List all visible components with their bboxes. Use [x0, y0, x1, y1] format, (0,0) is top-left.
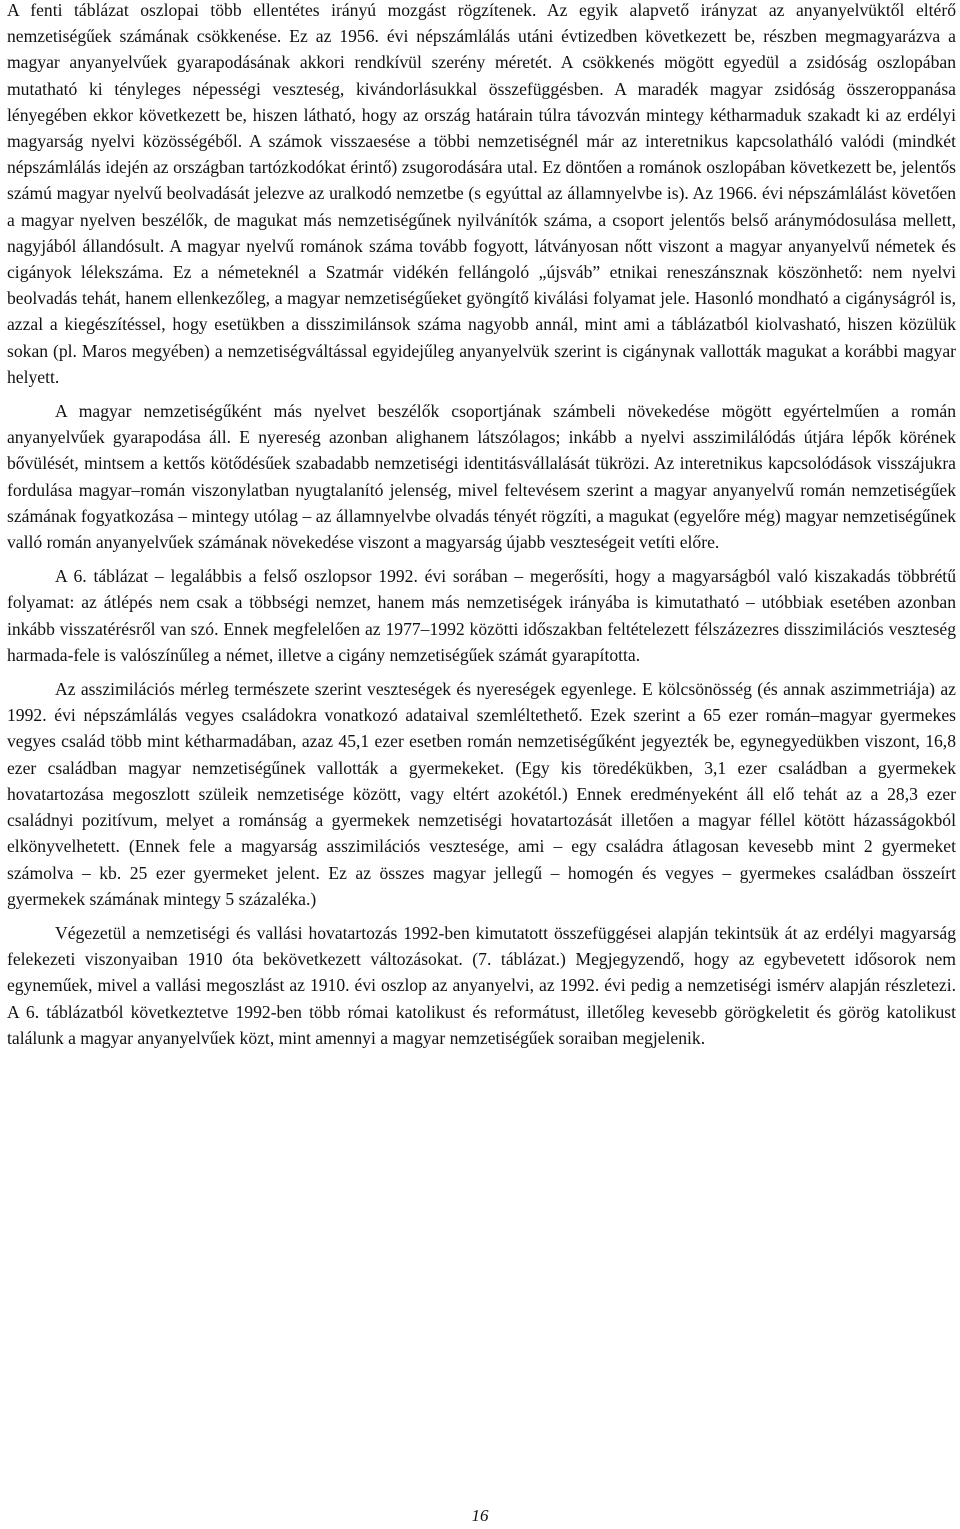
paragraph-2: A magyar nemzetiségűként más nyelvet beszélők csoportjának számbeli növekedése mögött egyértelműen a román anyanyelvűek gyarapodása áll. E nyereség azonban alighanem látszólagos; inkább a nyelvi asszimilálódás útjára lépők körének bővülését, mintsem a kettős kötődésűek szabadabb nemzetiségi identitásvállalását tükrözi. Az interetnikus kapcsolódások visszájukra fordulása magyar–román viszonylatban nyugtalanító jelenség, mivel feltevésem szerint a magyar anyanyelvű román nemzetiségűek számának fogyatkozása – mintegy utólag – az államnyelvbe olvadás tényét rögzíti, a magukat (egyelőre még) magyar nemzetiségűnek valló román anyanyelvűek számának növekedése viszont a magyarság újabb veszteségeit vetíti előre. — [7, 401, 956, 553]
page-number: 16 — [471, 1506, 489, 1525]
paragraph-4: Az asszimilációs mérleg természete szerint veszteségek és nyereségek egyenlege. E kölcsönösség (és annak aszimmetriája) az 1992. évi népszámlálás vegyes családokra vonatkozó adataival szemléltethető. Ezek szerint a 65 ezer román–magyar gyermekes vegyes család több mint kétharmadában, azaz 45,1 ezer esetben román nemzetiségűként jegyezték be, egynegyedükben viszont, 16,8 ezer családban magyar nemzetiségűnek vallották a gyermekeket. (Egy kis töredékükben, 3,1 ezer családban a gyermekek hovatartozása megoszlott szüleik nemzetisége között, vagy eltért azokétól.) Ennek eredményeként áll elő tehát az a 28,3 ezer családnyi pozitívum, melyet a románság a gyermekek nemzetiségi hovatartozását illetően a magyar féllel kötött házasságokból elkönyvelhetett. (Ennek fele a magyarság asszimilációs vesztesége, ami – egy családra átlagosan kevesebb mint 2 gyermeket számolva – kb. 25 ezer gyermeket jelent. Ez az összes magyar jellegű – homogén és vegyes – gyermekes családban összeírt gyermekek számának mintegy 5 százaléka.) — [7, 679, 956, 909]
document-body — [7, 0, 956, 1051]
paragraph-5: Végezetül a nemzetiségi és vallási hovatartozás 1992-ben kimutatott összefüggései alapján tekintsük át az erdélyi magyarság felekezeti viszonyaiban 1910 óta bekövetkezett változásokat. (7. táblázat.) Megjegyzendő, hogy az egybevetett idősorok nem egyneműek, mivel a vallási megoszlást az 1910. évi oszlop az anyanyelvi, az 1992. évi pedig a nemzetiségi ismérv alapján részletezi. A 6. táblázatból következtetve 1992-ben több római katolikust és reformátust, illetőleg kevesebb görögkeletit és görög katolikust találunk a magyar anyanyelvűek közt, mint amennyi a magyar nemzetiségűek soraiban megjelenik. — [7, 922, 956, 1048]
paragraph-3: A 6. táblázat – legalábbis a felső oszlopsor 1992. évi sorában – megerősíti, hogy a magyarságból való kiszakadás többrétű folyamat: az átlépés nem csak a többségi nemzet, hanem más nemzetiségek irányába is kimutatható – utóbbiak esetében azonban inkább visszatérésről van szó. Ennek megfelelően az 1977–1992 közötti időszakban feltételezett félszázezres disszimilációs veszteség harmada-fele is valószínűleg a német, illetve a cigány nemzetiségűek számát gyarapította. — [7, 566, 956, 665]
paragraph-1: A fenti táblázat oszlopai több ellentétes irányú mozgást rögzítenek. Az egyik alapvető irányzat az anyanyelvüktől eltérő nemzetiségűek számának csökkenése. Ez az 1956. évi népszámlálás utáni évtizedben következett be, részben megmagyarázva a magyar anyanyelvűek gyarapodásának akkori rendkívül szerény méretét. A csökkenés mögött egyedül a zsidóság oszlopában mutatható ki tényleges népességi veszteség, kivándorlásukkal összefüggésben. A maradék magyar zsidóság összeroppanása lényegében ekkor következett be, hiszen látható, hogy az ország határain túlra távozván mintegy kétharmaduk szakadt ki az erdélyi magyarság nyelvi közösségéből. A számok visszaesése a többi nemzetiségnél már az interetnikus kapcsolatháló valódi (mindkét népszámlálás idején az országban tartózkodókat érintő) zsugorodására utal. Ez döntően a románok oszlopában következett be, jelentős számú magyar nyelvű beolvadását jelezve az uralkodó nemzetbe (s egyúttal az államnyelvbe is). Az 1966. évi népszámlálást követően a magyar nyelven beszélők, de magukat más nemzetiségűnek nyilvánítók száma, a csoport jelentős belső aránymódosulása mellett, nagyjából állandósult. A magyar nyelvű románok száma tovább fogyott, látványosan nőtt viszont a magyar anyanyelvű németek és cigányok lélekszáma. Ez a németeknél a Szatmár vidékén fellángoló „újsváb” etnikai reneszánsznak köszönhető: nem nyelvi beolvadás tehát, hanem ellenkezőleg, a magyar nemzetiségűeket gyöngítő kiválási folyamat jele. Hasonló mondható a cigányságról is, azzal a kiegészítéssel, hogy esetükben a disszimilánsok száma nagyobb annál, mint ami a táblázatból kiolvasható, hiszen közülük sokan (pl. Maros megyében) a nemzetiségváltással egyidejűleg anyanyelvük szerint is cigánynak vallották magukat a korábbi magyar helyett. — [7, 0, 956, 387]
